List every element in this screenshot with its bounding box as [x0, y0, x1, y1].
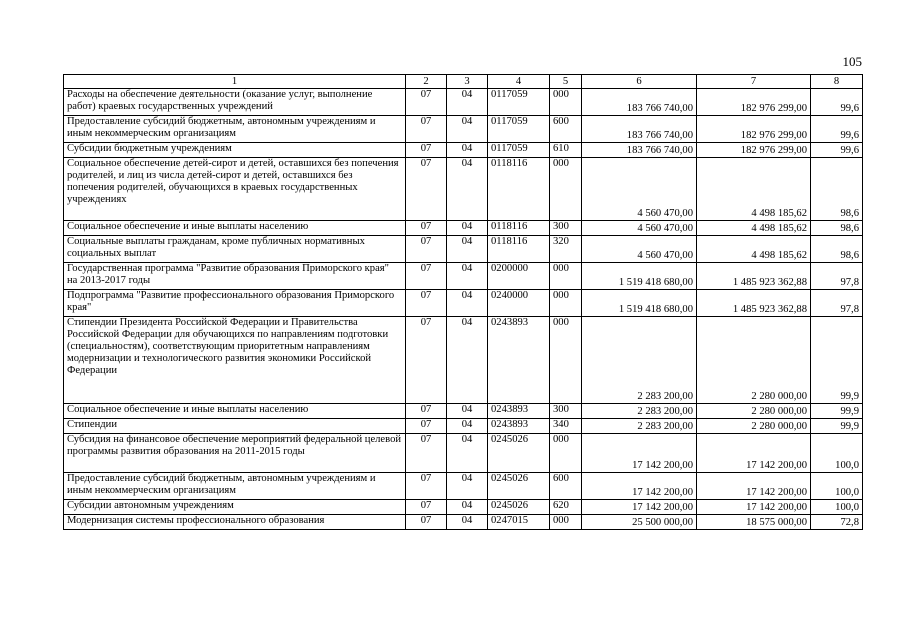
expense-type-cell: 000 [550, 263, 582, 290]
item-name-cell: Субсидии бюджетным учреждениям [64, 143, 406, 158]
expense-type-cell: 300 [550, 221, 582, 236]
execution-percent-cell: 98,6 [811, 236, 863, 263]
target-code-cell: 0247015 [488, 515, 550, 530]
table-row [64, 317, 863, 404]
table-row [64, 89, 863, 116]
planned-amount-cell: 17 142 200,00 [582, 500, 697, 515]
target-code-cell: 0245026 [488, 500, 550, 515]
item-name-cell: Социальное обеспечение детей-сирот и детей, оставшихся без попечения родителей, и лиц из числа детей-сирот и детей, оставшихся без попечения родителей, обучающихся в краевых государственных учреждениях [64, 158, 406, 221]
item-name-cell: Модернизация системы профессионального образования [64, 515, 406, 530]
section-code-cell: 07 [406, 116, 447, 143]
table-row [64, 473, 863, 500]
expense-type-cell: 320 [550, 236, 582, 263]
actual-amount-cell: 2 280 000,00 [697, 419, 811, 434]
expense-type-cell: 000 [550, 515, 582, 530]
column-header: 1 [64, 75, 406, 89]
table-row [64, 290, 863, 317]
subsection-code-cell: 04 [447, 89, 488, 116]
target-code-cell: 0117059 [488, 89, 550, 116]
actual-amount-cell: 4 498 185,62 [697, 236, 811, 263]
item-name-cell: Государственная программа "Развитие образования Приморского края" на 2013-2017 годы [64, 263, 406, 290]
execution-percent-cell: 100,0 [811, 500, 863, 515]
target-code-cell: 0245026 [488, 434, 550, 473]
subsection-code-cell: 04 [447, 500, 488, 515]
item-name-cell: Предоставление субсидий бюджетным, автономным учреждениям и иным некоммерческим организациям [64, 473, 406, 500]
planned-amount-cell: 183 766 740,00 [582, 116, 697, 143]
planned-amount-cell: 25 500 000,00 [582, 515, 697, 530]
table-row [64, 236, 863, 263]
section-code-cell: 07 [406, 221, 447, 236]
expense-type-cell: 600 [550, 473, 582, 500]
column-header: 2 [406, 75, 447, 89]
planned-amount-cell: 1 519 418 680,00 [582, 290, 697, 317]
target-code-cell: 0245026 [488, 473, 550, 500]
table-row [64, 419, 863, 434]
planned-amount-cell: 2 283 200,00 [582, 317, 697, 404]
subsection-code-cell: 04 [447, 263, 488, 290]
page-number: 105 [842, 54, 862, 69]
target-code-cell: 0243893 [488, 404, 550, 419]
expense-type-cell: 000 [550, 290, 582, 317]
subsection-code-cell: 04 [447, 434, 488, 473]
section-code-cell: 07 [406, 89, 447, 116]
target-code-cell: 0118116 [488, 158, 550, 221]
planned-amount-cell: 4 560 470,00 [582, 158, 697, 221]
target-code-cell: 0117059 [488, 143, 550, 158]
table-header-row [64, 75, 863, 89]
execution-percent-cell: 99,9 [811, 419, 863, 434]
item-name-cell: Стипендии Президента Российской Федерации и Правительства Российской Федерации для обучающихся по направлениям подготовки (специальностям), соответствующим приоритетным направлениям модернизации и технологического развития экономики Российской Федерации [64, 317, 406, 404]
table-row [64, 143, 863, 158]
actual-amount-cell: 1 485 923 362,88 [697, 290, 811, 317]
planned-amount-cell: 17 142 200,00 [582, 434, 697, 473]
expense-type-cell: 000 [550, 317, 582, 404]
item-name-cell: Субсидии автономным учреждениям [64, 500, 406, 515]
actual-amount-cell: 4 498 185,62 [697, 221, 811, 236]
actual-amount-cell: 4 498 185,62 [697, 158, 811, 221]
actual-amount-cell: 182 976 299,00 [697, 116, 811, 143]
planned-amount-cell: 2 283 200,00 [582, 404, 697, 419]
table-row [64, 434, 863, 473]
execution-percent-cell: 97,8 [811, 263, 863, 290]
item-name-cell: Стипендии [64, 419, 406, 434]
target-code-cell: 0243893 [488, 317, 550, 404]
expense-type-cell: 600 [550, 116, 582, 143]
column-header: 8 [811, 75, 863, 89]
execution-percent-cell: 99,6 [811, 89, 863, 116]
subsection-code-cell: 04 [447, 143, 488, 158]
execution-percent-cell: 100,0 [811, 434, 863, 473]
execution-percent-cell: 100,0 [811, 473, 863, 500]
section-code-cell: 07 [406, 236, 447, 263]
column-header: 5 [550, 75, 582, 89]
execution-percent-cell: 99,6 [811, 116, 863, 143]
planned-amount-cell: 17 142 200,00 [582, 473, 697, 500]
subsection-code-cell: 04 [447, 515, 488, 530]
item-name-cell: Субсидия на финансовое обеспечение мероприятий федеральной целевой программы развития образования на 2011-2015 годы [64, 434, 406, 473]
section-code-cell: 07 [406, 143, 447, 158]
actual-amount-cell: 2 280 000,00 [697, 404, 811, 419]
planned-amount-cell: 183 766 740,00 [582, 89, 697, 116]
expense-type-cell: 000 [550, 158, 582, 221]
item-name-cell: Предоставление субсидий бюджетным, автономным учреждениям и иным некоммерческим организациям [64, 116, 406, 143]
actual-amount-cell: 17 142 200,00 [697, 473, 811, 500]
execution-percent-cell: 98,6 [811, 221, 863, 236]
section-code-cell: 07 [406, 515, 447, 530]
planned-amount-cell: 2 283 200,00 [582, 419, 697, 434]
actual-amount-cell: 182 976 299,00 [697, 89, 811, 116]
execution-percent-cell: 72,8 [811, 515, 863, 530]
section-code-cell: 07 [406, 500, 447, 515]
subsection-code-cell: 04 [447, 473, 488, 500]
table-row [64, 500, 863, 515]
item-name-cell: Подпрограмма "Развитие профессионального образования Приморского края" [64, 290, 406, 317]
expense-type-cell: 620 [550, 500, 582, 515]
expense-type-cell: 300 [550, 404, 582, 419]
execution-percent-cell: 99,9 [811, 404, 863, 419]
section-code-cell: 07 [406, 404, 447, 419]
subsection-code-cell: 04 [447, 236, 488, 263]
column-header: 4 [488, 75, 550, 89]
execution-percent-cell: 99,6 [811, 143, 863, 158]
target-code-cell: 0240000 [488, 290, 550, 317]
actual-amount-cell: 18 575 000,00 [697, 515, 811, 530]
budget-table [63, 74, 863, 530]
execution-percent-cell: 99,9 [811, 317, 863, 404]
table-row [64, 116, 863, 143]
item-name-cell: Социальные выплаты гражданам, кроме публичных нормативных социальных выплат [64, 236, 406, 263]
actual-amount-cell: 1 485 923 362,88 [697, 263, 811, 290]
section-code-cell: 07 [406, 158, 447, 221]
planned-amount-cell: 183 766 740,00 [582, 143, 697, 158]
actual-amount-cell: 17 142 200,00 [697, 434, 811, 473]
column-header: 6 [582, 75, 697, 89]
section-code-cell: 07 [406, 317, 447, 404]
actual-amount-cell: 17 142 200,00 [697, 500, 811, 515]
expense-type-cell: 340 [550, 419, 582, 434]
target-code-cell: 0243893 [488, 419, 550, 434]
planned-amount-cell: 4 560 470,00 [582, 236, 697, 263]
section-code-cell: 07 [406, 473, 447, 500]
planned-amount-cell: 1 519 418 680,00 [582, 263, 697, 290]
item-name-cell: Социальное обеспечение и иные выплаты населению [64, 221, 406, 236]
expense-type-cell: 610 [550, 143, 582, 158]
column-header: 7 [697, 75, 811, 89]
section-code-cell: 07 [406, 434, 447, 473]
subsection-code-cell: 04 [447, 158, 488, 221]
table-row [64, 158, 863, 221]
target-code-cell: 0118116 [488, 221, 550, 236]
subsection-code-cell: 04 [447, 116, 488, 143]
item-name-cell: Расходы на обеспечение деятельности (оказание услуг, выполнение работ) краевых государственных учреждений [64, 89, 406, 116]
table-row [64, 404, 863, 419]
table-row [64, 515, 863, 530]
planned-amount-cell: 4 560 470,00 [582, 221, 697, 236]
subsection-code-cell: 04 [447, 404, 488, 419]
column-header: 3 [447, 75, 488, 89]
table-row [64, 263, 863, 290]
subsection-code-cell: 04 [447, 419, 488, 434]
expense-type-cell: 000 [550, 434, 582, 473]
target-code-cell: 0118116 [488, 236, 550, 263]
section-code-cell: 07 [406, 263, 447, 290]
expense-type-cell: 000 [550, 89, 582, 116]
subsection-code-cell: 04 [447, 317, 488, 404]
actual-amount-cell: 182 976 299,00 [697, 143, 811, 158]
target-code-cell: 0117059 [488, 116, 550, 143]
section-code-cell: 07 [406, 290, 447, 317]
execution-percent-cell: 97,8 [811, 290, 863, 317]
subsection-code-cell: 04 [447, 290, 488, 317]
target-code-cell: 0200000 [488, 263, 550, 290]
execution-percent-cell: 98,6 [811, 158, 863, 221]
section-code-cell: 07 [406, 419, 447, 434]
subsection-code-cell: 04 [447, 221, 488, 236]
actual-amount-cell: 2 280 000,00 [697, 317, 811, 404]
table-row [64, 221, 863, 236]
item-name-cell: Социальное обеспечение и иные выплаты населению [64, 404, 406, 419]
